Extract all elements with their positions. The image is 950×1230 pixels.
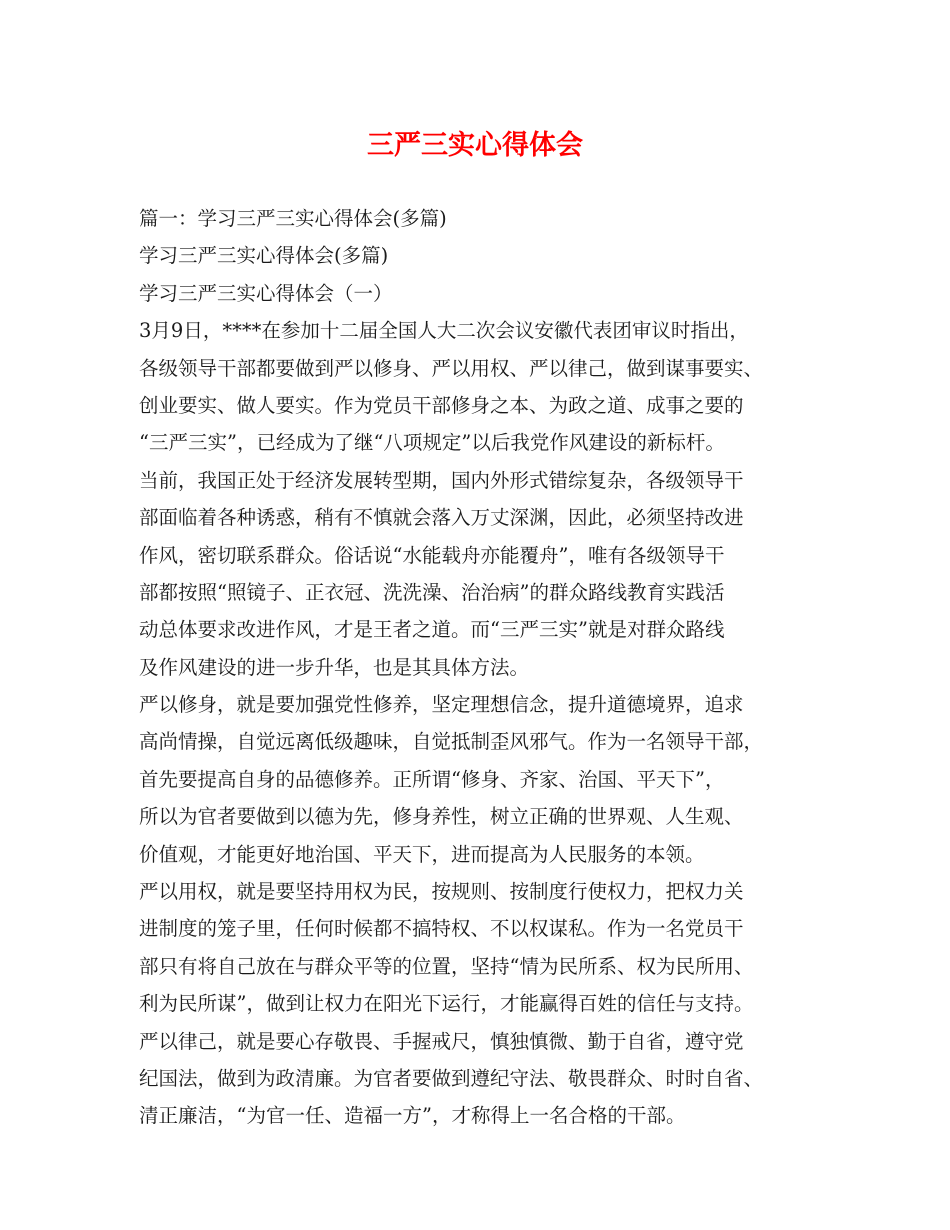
text-line: 及作风建设的进一步升华，也是其具体方法。 (139, 655, 530, 679)
text-line: 学习三严三实心得体会（一） (139, 281, 393, 305)
text-line: 篇一：学习三严三实心得体会(多篇) (139, 207, 447, 230)
text-line: 部只有将自己放在与群众平等的位置，坚持“情为民所系、权为民所用、 (139, 954, 754, 978)
text-line: 所以为官者要做到以德为先，修身养性，树立正确的世界观、人生观、 (139, 805, 744, 829)
text-line: 各级领导干部都要做到严以修身、严以用权、严以律己，做到谋事要实、 (139, 356, 764, 380)
text-line: 严以律己，就是要心存敬畏、手握戒尺，慎独慎微、勤于自省，遵守党 (139, 1029, 744, 1053)
text-line: 作风，密切联系群众。俗话说“水能载舟亦能覆舟”，唯有各级领导干 (139, 543, 725, 567)
document-body (139, 200, 819, 1135)
text-line: 纪国法，做到为政清廉。为官者要做到遵纪守法、敬畏群众、时时自省、 (139, 1066, 764, 1090)
text-line: 创业要实、做人要实。作为党员干部修身之本、为政之道、成事之要的 (139, 393, 744, 417)
text-line: “三严三实”，已经成为了继“八项规定”以后我党作风建设的新标杆。 (139, 431, 725, 455)
text-line: 学习三严三实心得体会(多篇) (139, 244, 389, 268)
text-line: 清正廉洁，“为官一任、造福一方”，才称得上一名合格的干部。 (139, 1104, 686, 1128)
text-line: 部都按照“照镜子、正衣冠、洗洗澡、治治病”的群众路线教育实践活 (139, 580, 725, 604)
text-line: 3月9日，****在参加十二届全国人大二次会议安徽代表团审议时指出， (139, 319, 749, 343)
text-line: 利为民所谋”，做到让权力在阳光下运行，才能赢得百姓的信任与支持。 (139, 992, 754, 1016)
text-line: 价值观，才能更好地治国、平天下，进而提高为人民服务的本领。 (139, 842, 705, 866)
text-line: 高尚情操，自觉远离低级趣味，自觉抵制歪风邪气。作为一名领导干部， (139, 730, 764, 754)
text-line: 进制度的笼子里，任何时候都不搞特权、不以权谋私。作为一名党员干 (139, 917, 744, 941)
text-line: 严以用权，就是要坚持用权为民，按规则、按制度行使权力，把权力关 (139, 880, 744, 904)
text-line: 首先要提高自身的品德修养。正所谓“修身、齐家、治国、平天下”， (139, 767, 725, 791)
text-line: 当前，我国正处于经济发展转型期，国内外形式错综复杂，各级领导干 (139, 468, 744, 492)
text-line: 严以修身，就是要加强党性修养，坚定理想信念，提升道德境界，追求 (139, 693, 744, 717)
document-title: 三严三实心得体会 (367, 130, 583, 161)
text-line: 部面临着各种诱惑，稍有不慎就会落入万丈深渊，因此，必须坚持改进 (139, 506, 744, 530)
text-line: 动总体要求改进作风，才是王者之道。而“三严三实”就是对群众路线 (139, 618, 725, 642)
